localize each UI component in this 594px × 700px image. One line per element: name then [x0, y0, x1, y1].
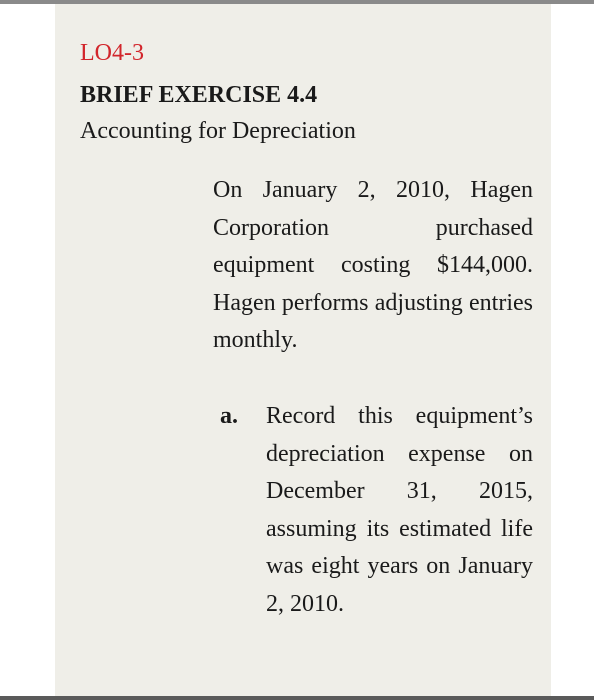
exercise-title: BRIEF EXERCISE 4.4 — [80, 82, 318, 108]
item-text: Record this equipment’s depreciation expense on December 31, 2015, assuming its estimated life was eight years on January 2, 2010. — [266, 403, 533, 617]
exercise-subtitle: Accounting for Depreciation — [80, 118, 356, 144]
learning-objective-tag: LO4-3 — [80, 40, 144, 66]
item-label: a. — [220, 403, 238, 429]
exercise-intro: On January 2, 2010, Hagen Corporation purchased equipment costing $144,000. Hagen performs adjusting entries monthly. — [213, 177, 533, 353]
bottom-border — [0, 696, 594, 700]
